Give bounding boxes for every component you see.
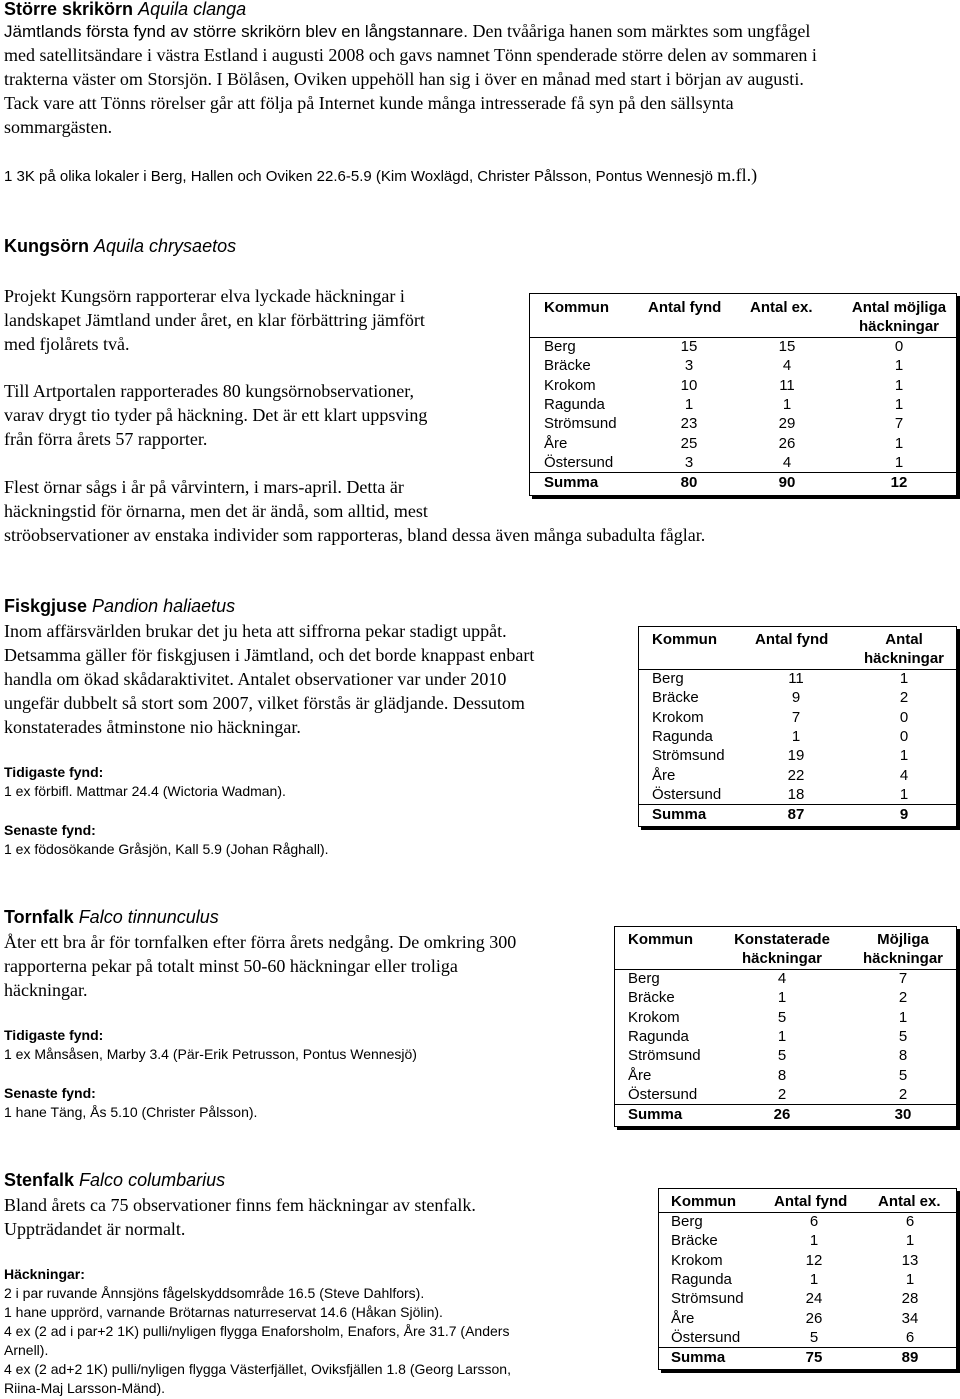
sum-fynd: 87 [787,806,805,823]
table-cell-kommun: Östersund [544,453,614,471]
table-cell-value: 5 [809,1328,819,1346]
table-cell-value: 0 [894,338,904,355]
stenfalk-nests: Häckningar: 2 i par ruvande Ånnsjöns fågelskyddsområde 16.5 (Steve Dahlfors). 1 hane upprörd, varnande Brötarnas naturreservat 14.6 (Håkan Sjölin). 4 ex (2 ad i par+2 1K) pulli/nyligen flygga Enaforsholm, Enafors, Åre 31.7 (Anders Arnell). 4 ex (2 ad+2 1K) pulli/nyligen flygga Västerfjället, Oviksfjällen 1.8 (Georg Larsson, Riina-Maj Larsson-Mänd). [4,1266,511,1396]
table-cell-kommun: Strömsund [544,415,617,433]
table-cell-value: 2 [899,689,909,707]
header-mojliga: Möjliga [877,931,929,948]
fiskgjuse-table [638,626,960,830]
header-antal-ex: Antal ex. [750,299,813,316]
table-cell-kommun: Ragunda [671,1270,732,1288]
sum-label: Summa [671,1349,726,1366]
table-cell-value: 1 [894,376,904,394]
table-cell-value: 8 [898,1047,908,1065]
table-cell-value: 6 [905,1213,915,1230]
table-cell-kommun: Bräcke [671,1232,718,1250]
kungsorn-paragraph-1: Projekt Kungsörn rapporterar elva lyckade häckningar i landskapet Jämtland under året, en klar förbättring jämfört med fjolårets två. [4,286,425,354]
table-cell-value: 4 [777,970,787,987]
header-antal-ex: Antal ex. [878,1193,941,1210]
text-line-3: trakterna väster om Storsjön. I Bölåsen, Oviken uppehöll han sig i över en månad med start i början av augusti. [4,69,804,89]
table-cell-value: 22 [787,766,805,784]
header-mojliga-hackningar: häckningar [862,950,944,967]
table-cell-value: 1 [777,989,787,1007]
table-cell-value: 24 [805,1290,823,1308]
text-continuation: Den tvååriga hanen som märktes som ungfågel [467,21,811,41]
kungsorn-table [529,293,960,499]
header-antal-fynd: Antal fynd [755,631,829,648]
table-cell-value: 1 [791,727,801,745]
table-cell-value: 3 [684,357,694,375]
table-cell-value: 26 [805,1309,823,1327]
table-cell-value: 3 [684,453,694,471]
table-cell-kommun: Krokom [652,708,704,726]
table-cell-value: 23 [680,415,698,433]
table-cell-value: 12 [805,1251,823,1269]
sum-fynd: 80 [680,474,698,491]
table-cell-value: 4 [899,766,909,784]
tornfalk-paragraph: Åter ett bra år för tornfalken efter förra årets nedgång. De omkring 300 rapporterna pekar på totalt minst 50-60 häckningar eller troliga häckningar. [4,932,517,1000]
table-cell-value: 13 [901,1251,919,1269]
table-cell-value: 19 [787,747,805,765]
table-cell-value: 1 [782,395,792,413]
table-cell-kommun: Strömsund [628,1047,701,1065]
table-cell-value: 0 [899,727,909,745]
stenfalk-paragraph: Bland årets ca 75 observationer finns fem häckningar av stenfalk. Uppträdandet är normalt. [4,1195,476,1239]
table-cell-value: 1 [898,1008,908,1026]
observation-line: 1 3K på olika lokaler i Berg, Hallen och Oviken 22.6-5.9 (Kim Woxlägd, Christer Pålsson, Pontus Wennesjö m.fl.) [4,165,758,185]
section-title-tornfalk: Tornfalk Falco tinnunculus [4,907,219,927]
table-cell-kommun: Åre [652,766,676,784]
header-antal-fynd: Antal fynd [648,299,722,316]
table-cell-kommun: Ragunda [652,727,713,745]
table-cell-kommun: Berg [628,970,660,987]
table-cell-value: 29 [778,415,796,433]
table-cell-kommun: Krokom [671,1251,723,1269]
header-hackningar: häckningar [863,650,945,667]
header-antal-mojliga: Antal möjliga [851,299,947,316]
fiskgjuse-first-record: Tidigaste fynd: 1 ex förbifl. Mattmar 24.4 (Wictoria Wadman). [4,764,286,799]
kungsorn-paragraph-3: Flest örnar sågs i år på vårvintern, i mars-april. Detta är häckningstid för örnarna, men det är ändå, som alltid, mest ströobservationer av enstaka individer som rapporteras, bland dessa även många subadulta fåglar. [4,477,706,545]
sum-label: Summa [544,474,599,491]
table-cell-kommun: Berg [652,670,684,687]
table-cell-value: 1 [899,747,909,765]
table-cell-value: 7 [791,708,801,726]
kungsorn-paragraph-2: Till Artportalen rapporterades 80 kungsörnobservationer, varav drygt tio tyder på häckning. Det är ett klart uppsving från förra årets 57 rapporter. [4,381,428,449]
table-cell-kommun: Östersund [671,1328,741,1346]
table-cell-value: 1 [777,1027,787,1045]
table-cell-value: 1 [894,357,904,375]
table-cell-value: 1 [905,1270,915,1288]
section-title-stenfalk: Stenfalk Falco columbarius [4,1170,226,1190]
text-line-2: med satellitsändare i västra Estland i augusti 2008 och gavs namnet Tönn spenderade större delen av sommaren i [4,45,817,65]
table-cell-value: 1 [894,453,904,471]
table-cell-kommun: Krokom [628,1008,680,1026]
table-cell-kommun: Åre [628,1066,652,1084]
header-antal-fynd: Antal fynd [774,1193,848,1210]
sum-fynd: 75 [805,1349,823,1366]
header-kommun: Kommun [671,1193,736,1210]
table-cell-kommun: Berg [671,1213,703,1230]
table-cell-kommun: Östersund [652,785,722,803]
table-cell-kommun: Berg [544,338,576,355]
tornfalk-table [614,926,960,1130]
table-cell-value: 28 [901,1290,919,1308]
table-cell-value: 10 [680,376,698,394]
storre-skrikorn-text [4,19,960,44]
stenfalk-table [658,1188,960,1373]
table-cell-value: 1 [894,395,904,413]
sum-ex: 90 [778,474,796,491]
table-cell-kommun: Åre [544,434,568,452]
sum-label: Summa [652,806,707,823]
sum-mojliga: 30 [894,1106,912,1123]
table-cell-value: 1 [899,670,909,687]
table-cell-value: 25 [680,434,698,452]
table-cell-value: 26 [778,434,796,452]
table-cell-value: 18 [787,785,805,803]
table-cell-value: 8 [777,1066,787,1084]
section-title-kungsorn: Kungsörn Aquila chrysaetos [4,236,237,256]
header-konstaterade-hackningar: häckningar [741,950,823,967]
table-cell-kommun: Ragunda [628,1027,689,1045]
table-cell-value: 34 [901,1309,919,1327]
header-hackningar: häckningar [858,318,940,335]
table-cell-value: 11 [788,670,804,687]
table-cell-value: 15 [778,338,796,355]
table-cell-value: 5 [777,1047,787,1065]
sum-hackningar: 9 [899,806,909,823]
table-cell-value: 5 [898,1027,908,1045]
fiskgjuse-last-record: Senaste fynd: 1 ex födosökande Gråsjön, Kall 5.9 (Johan Råghall). [4,822,329,857]
table-cell-value: 7 [898,970,908,987]
table-cell-value: 1 [894,434,904,452]
table-cell-kommun: Strömsund [652,747,725,765]
table-cell-value: 2 [898,1085,908,1103]
section-title-fiskgjuse: Fiskgjuse Pandion haliaetus [4,596,236,616]
sum-ex: 89 [901,1349,919,1366]
sum-konstaterade: 26 [773,1106,791,1123]
fiskgjuse-paragraph: Inom affärsvärlden brukar det ju heta att siffrorna pekar stadigt uppåt. Detsamma gäller för fiskgjusen i Jämtland, och det borde knappast enbart handla om ökad skådaraktivitet. Antalet observationer var under 2010 ungefär dubbelt så stort som 2007, vilket förstås är glädjande. Dessutom konstaterades åtminstone nio häckningar. [4,621,535,737]
table-cell-kommun: Åre [671,1309,695,1327]
table-cell-value: 1 [809,1270,819,1288]
table-cell-kommun: Bräcke [628,989,675,1007]
header-kommun: Kommun [544,299,609,316]
table-cell-kommun: Krokom [544,376,596,394]
table-cell-value: 9 [791,689,801,707]
table-cell-value: 6 [905,1328,915,1346]
table-cell-value: 11 [779,376,795,394]
header-antal: Antal [885,631,923,648]
table-cell-value: 5 [898,1066,908,1084]
section-title-storre-skrikorn: Större skrikörn Aquila clanga [4,0,247,19]
sum-mojliga: 12 [890,474,908,491]
table-cell-value: 4 [782,357,792,375]
text-line: Jämtlands första fynd av större skrikörn blev en långstannare. Den tvååriga hanen som märktes som ungfågel [4,21,811,41]
table-cell-value: 7 [894,415,904,433]
table-cell-value: 5 [777,1008,787,1026]
text-line-5: sommargästen. [4,117,113,137]
table-cell-kommun: Bräcke [544,357,591,375]
table-cell-kommun: Östersund [628,1085,698,1103]
table-cell-kommun: Ragunda [544,395,605,413]
table-cell-value: 4 [782,453,792,471]
tornfalk-last-record: Senaste fynd: 1 hane Täng, Ås 5.10 (Christer Pålsson). [4,1085,258,1120]
table-cell-value: 6 [809,1213,819,1230]
table-cell-kommun: Strömsund [671,1290,744,1308]
header-kommun: Kommun [652,631,717,648]
table-cell-kommun: Bräcke [652,689,699,707]
header-kommun: Kommun [628,931,693,948]
table-cell-value: 15 [680,338,698,355]
table-cell-value: 2 [898,989,908,1007]
table-cell-value: 1 [684,395,694,413]
table-cell-value: 2 [777,1085,787,1103]
header-konstaterade: Konstaterade [734,931,830,948]
table-cell-value: 1 [905,1232,915,1250]
table-cell-value: 1 [809,1232,819,1250]
text-line-4: Tack vare att Tönns rörelser går att följa på Internet kunde många intresserade få syn på den sällsynta [4,93,734,113]
sum-label: Summa [628,1106,683,1123]
tornfalk-first-record: Tidigaste fynd: 1 ex Månsåsen, Marby 3.4 (Pär-Erik Petrusson, Pontus Wennesjö) [4,1027,417,1062]
table-cell-value: 1 [899,785,909,803]
table-cell-value: 0 [899,708,909,726]
